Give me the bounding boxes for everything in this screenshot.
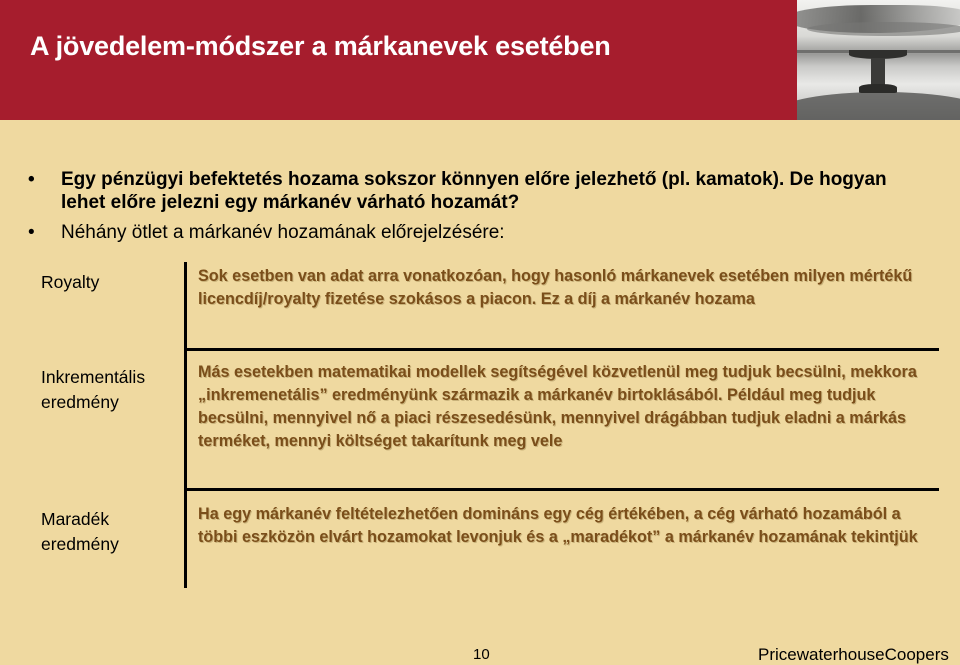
table-row-divider: [187, 348, 939, 351]
slide-title: A jövedelem-módszer a márkanevek esetében: [30, 31, 611, 61]
table-vertical-divider: [184, 262, 187, 588]
row-text-inkrementalis: Más esetekben matematikai modellek segítségével közvetlenül meg tudjuk becsülni, mekkora „inkremenetális” eredményünk származik a márkanév birtoklásából. Például meg tudjuk becsülni, mennyivel nő a piaci részesedésünk, mennyivel drágábban tudjuk eladni a márkás terméket, mennyi költséget takarítunk meg vele: [198, 363, 917, 450]
row-text-maradek: Ha egy márkanév feltételezhetően domináns egy cég értékében, a cég várható hozamából a többi eszközön elvárt hozamokat levonjuk és a „maradékot” a márkanév hozamának tekintjük: [198, 505, 918, 546]
page-number: 10: [473, 646, 490, 663]
row-text-royalty: Sok esetben van adat arra vonatkozóan, hogy hasonló márkanevek esetében milyen mértékű licencdíj/royalty fizetése szokásos a piacon. Ez a díj a márkanév hozama: [198, 267, 913, 308]
bullet-marker: •: [28, 222, 35, 243]
bullet-marker: •: [28, 169, 35, 190]
row-label-maradek: Maradék eredmény: [41, 509, 119, 554]
row-label-royalty: Royalty: [41, 272, 100, 292]
company-name: PricewaterhouseCoopers: [758, 645, 949, 664]
row-label-inkrementalis: Inkrementális eredmény: [41, 367, 146, 412]
table-row-divider: [187, 488, 939, 491]
bullet-text: Néhány ötlet a márkanév hozamának előrejelzésére:: [61, 222, 505, 243]
bullet-text: Egy pénzügyi befektetés hozama sokszor könnyen előre jelezhető (pl. kamatok). De hogyan lehet előre jelezni egy márkanév várható hozamát?: [61, 169, 887, 213]
